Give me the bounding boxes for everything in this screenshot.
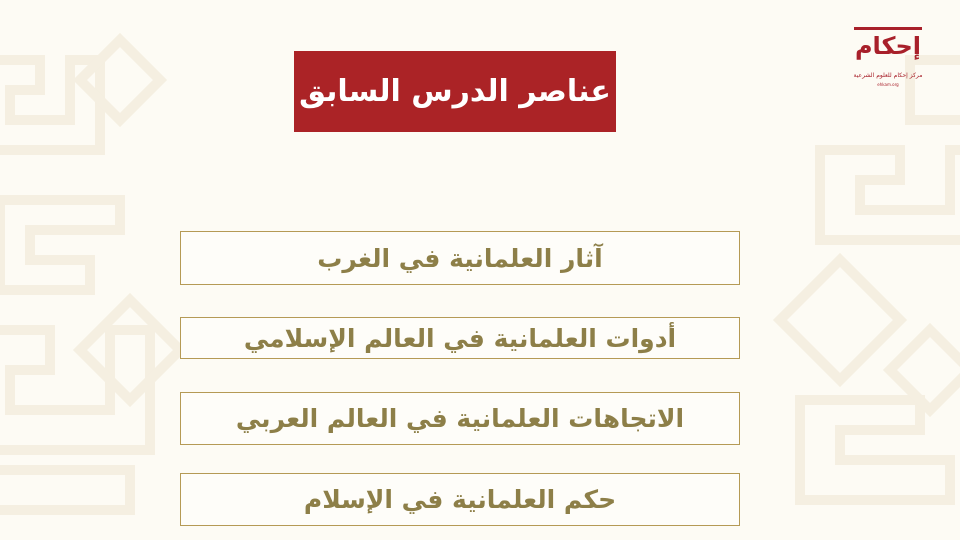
- lesson-item-label: الاتجاهات العلمانية في العالم العربي: [235, 404, 685, 433]
- ehkam-logo: [848, 26, 928, 96]
- lesson-item-2: [180, 317, 740, 359]
- lesson-item-label: آثار العلمانية في الغرب: [317, 243, 603, 273]
- logo-top-bar: [854, 27, 922, 30]
- lesson-item-3: [180, 392, 740, 445]
- lesson-item-label: حكم العلمانية في الإسلام: [303, 485, 617, 514]
- slide-title-box: [294, 51, 616, 132]
- logo-url: ehkam.org: [877, 82, 899, 87]
- lesson-item-4: [180, 473, 740, 526]
- logo-subtitle: مركز إحكام للعلوم الشرعية: [853, 72, 923, 79]
- logo-name: إحكام: [854, 32, 922, 60]
- lesson-item-1: [180, 231, 740, 285]
- lesson-item-label: أدوات العلمانية في العالم الإسلامي: [243, 323, 677, 353]
- slide-title: عناصر الدرس السابق: [299, 74, 611, 109]
